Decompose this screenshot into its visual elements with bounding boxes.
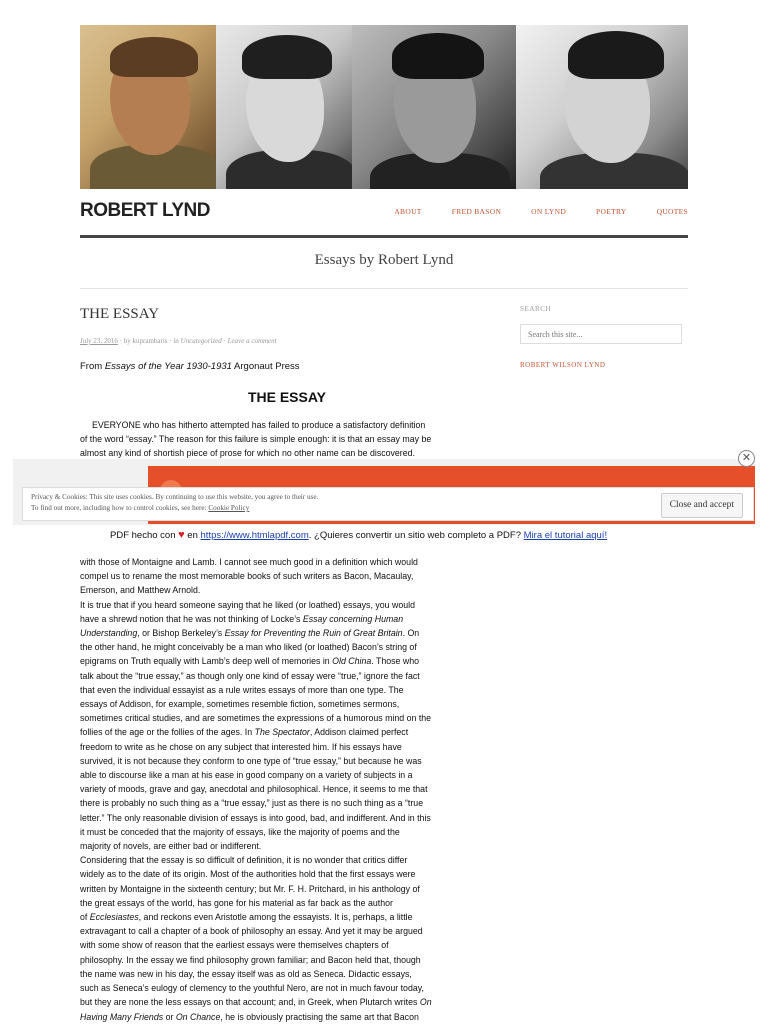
- post-author-link[interactable]: kuprambaris: [132, 337, 168, 345]
- text-line: Considering that the essay is so difficult of definition, it is no wonder that critics differ: [80, 855, 408, 866]
- pdf-footer-en: en: [184, 530, 201, 541]
- post-category-link[interactable]: Uncategorized: [180, 337, 222, 345]
- text-line: of the word “essay.” The reason for this failure is simple enough: it is that an essay may be: [80, 434, 432, 445]
- text-line: that even the individual essayist as a rule writes essays of more than one type. The: [80, 684, 404, 695]
- text-line: epigrams on Truth equally with Lamb’s deep well of memories in Old China. Those who: [80, 656, 420, 667]
- sidebar-search-label: SEARCH: [520, 305, 552, 313]
- post-meta: July 23, 2016 · by kuprambaris · in Uncategorized · Leave a comment: [80, 337, 277, 345]
- cookie-consent-bar: [22, 487, 754, 521]
- essay-heading: THE ESSAY: [247, 389, 327, 405]
- tagline-divider: [80, 288, 688, 289]
- text-line: talk about the “true essay,” as though only one kind of essay were “true,” ignore the fact: [80, 670, 420, 681]
- text-line: have a shrewd notion that he was not thinking of Locke’s Essay concerning Human: [80, 613, 404, 624]
- text-line: compel us to rename the most memorable books of such writers as Bacon, Macaulay,: [80, 571, 414, 582]
- cookie-text-line: To find out more, including how to control cookies, see here:: [31, 504, 209, 512]
- leave-comment-link[interactable]: Leave a comment: [227, 337, 277, 345]
- text-line: majority of novels, are either bad or indifferent.: [80, 841, 262, 852]
- htmlapdf-link[interactable]: https://www.htmlapdf.com: [200, 530, 309, 541]
- text-line: the great essays of the world, has gone for his material as far back as the author: [80, 897, 393, 908]
- text-line: widely as to the date of its origin. Most of the authorities hold that the first essays were: [80, 869, 416, 880]
- portrait-image: [80, 25, 216, 189]
- text-line: extravagant to call a chapter of a book of philosophy an essay. And yet it may be argued: [80, 926, 423, 937]
- text-line: there is probably no such thing as a “true essay,” just as there is no such thing as a “true: [80, 798, 424, 809]
- site-title[interactable]: ROBERT LYND: [80, 200, 210, 221]
- text-line: philosophy. In the essay we find philosophy grown familiar; and Bacon held that, though: [80, 954, 421, 965]
- text-line: written by Montaigne in the sixteenth century; but Mr. F. H. Pritchard, in his anthology of: [80, 883, 420, 894]
- pdf-footer-prefix: PDF hecho con: [110, 530, 179, 541]
- text-line: almost any kind of shortish piece of prose for which no other name can be discovered.: [80, 448, 415, 459]
- header-image-strip: [80, 25, 688, 189]
- portrait-image: [352, 25, 516, 189]
- text-line: variety of moods, grave and gay, anecdotal and philosophical. Hence, it seems to me that: [80, 784, 428, 795]
- text-line: Understanding, or Bishop Berkeley’s Essay for Preventing the Ruin of Great Britain. On: [80, 628, 420, 639]
- source-prefix: From: [80, 361, 105, 372]
- post-by-label: by: [123, 337, 131, 345]
- text-line: survived, it is not because they conform to one type of “true essay,” but because he was: [80, 755, 422, 766]
- text-line: Having Many Friends or On Chance, he is obviously practising the same art that Bacon: [80, 1011, 419, 1022]
- post-in-label: in: [173, 337, 179, 345]
- text-line: sometimes critical studies, and are sometimes the expressions of a humorous mind on the: [80, 713, 432, 724]
- nav-item-poetry[interactable]: POETRY: [596, 207, 627, 216]
- text-line: the other hand, he might conceivably be a man who liked (or loathed) Bacon’s string of: [80, 642, 417, 653]
- close-icon[interactable]: ✕: [738, 450, 755, 467]
- sidebar-link-robert-wilson-lynd[interactable]: ROBERT WILSON LYND: [520, 361, 606, 369]
- source-publisher: Argonaut Press: [231, 361, 300, 372]
- nav-item-quotes[interactable]: QUOTES: [656, 207, 688, 216]
- heart-icon: ♥: [178, 529, 185, 541]
- cookie-policy-link[interactable]: Cookie Policy: [208, 504, 250, 512]
- search-input[interactable]: [520, 324, 682, 344]
- portrait-image: [216, 25, 352, 189]
- text-line: follies of the age or the follies of the ages. In The Spectator, Addison claimed perfect: [80, 727, 409, 738]
- essay-paragraph-intro: [80, 418, 494, 461]
- source-title: Essays of the Year 1930-1931: [104, 361, 232, 372]
- main-nav: [394, 207, 688, 216]
- text-line: it must be conceded that the majority of essays, like the majority of poems and the: [80, 826, 400, 837]
- close-and-accept-button[interactable]: Close and accept: [661, 493, 743, 518]
- post-date-link[interactable]: July 23, 2016: [80, 337, 118, 345]
- essay-body: [80, 555, 494, 1024]
- portrait-image: [516, 25, 688, 189]
- text-line: of Ecclesiastes, and reckons even Aristotle among the essayists. It is, perhaps, a little: [80, 912, 413, 923]
- tutorial-link[interactable]: Mira el tutorial aquí!: [523, 530, 608, 541]
- source-line: [80, 361, 300, 372]
- text-line: freedom to write as he chose on any subject that interested him. If his essays have: [80, 741, 402, 752]
- text-line: the name was new in his day, the essay itself was as old as Seneca. Didactic essays,: [80, 968, 412, 979]
- nav-item-about[interactable]: ABOUT: [394, 207, 422, 216]
- text-line: letter.” The only reasonable division of essays is into good, bad, and indifferent. And in this: [80, 812, 431, 823]
- text-line: able to discourse like a man at his ease in good company on a variety of subjects in a: [80, 770, 413, 781]
- pdf-footer: [110, 529, 607, 541]
- text-line: It is true that if you heard someone saying that he liked (or loathed) essays, you would: [80, 599, 415, 610]
- text-line: Emerson, and Matthew Arnold.: [80, 585, 201, 596]
- header-divider: [80, 235, 688, 238]
- text-line: but they are none the less essays on that account; and, in Greek, when Plutarch writes On: [80, 997, 432, 1008]
- cookie-text: [31, 492, 318, 514]
- text-line: with those of Montaigne and Lamb. I cannot see much good in a definition which would: [80, 557, 418, 567]
- site-tagline: Essays by Robert Lynd: [314, 252, 454, 268]
- post-title[interactable]: THE ESSAY: [80, 306, 160, 322]
- nav-item-fred-bason[interactable]: FRED BASON: [451, 207, 502, 216]
- text-line: EVERYONE who has hitherto attempted has failed to produce a satisfactory definition: [92, 420, 426, 430]
- text-line: such as Seneca’s eulogy of clemency to the youthful Nero, are not in much favour today,: [80, 983, 424, 994]
- nav-item-on-lynd[interactable]: ON LYND: [531, 207, 567, 216]
- text-line: with some show of reason that the earliest essays were themselves chapters of: [80, 940, 389, 951]
- pdf-footer-middle: . ¿Quieres convertir un sitio web completo a PDF?: [308, 530, 524, 541]
- cookie-text-line: Privacy & Cookies: This site uses cookies. By continuing to use this website, you agree to their use.: [31, 493, 319, 501]
- text-line: essays of Addison, for example, sometimes resemble fiction, sometimes sermons,: [80, 699, 400, 710]
